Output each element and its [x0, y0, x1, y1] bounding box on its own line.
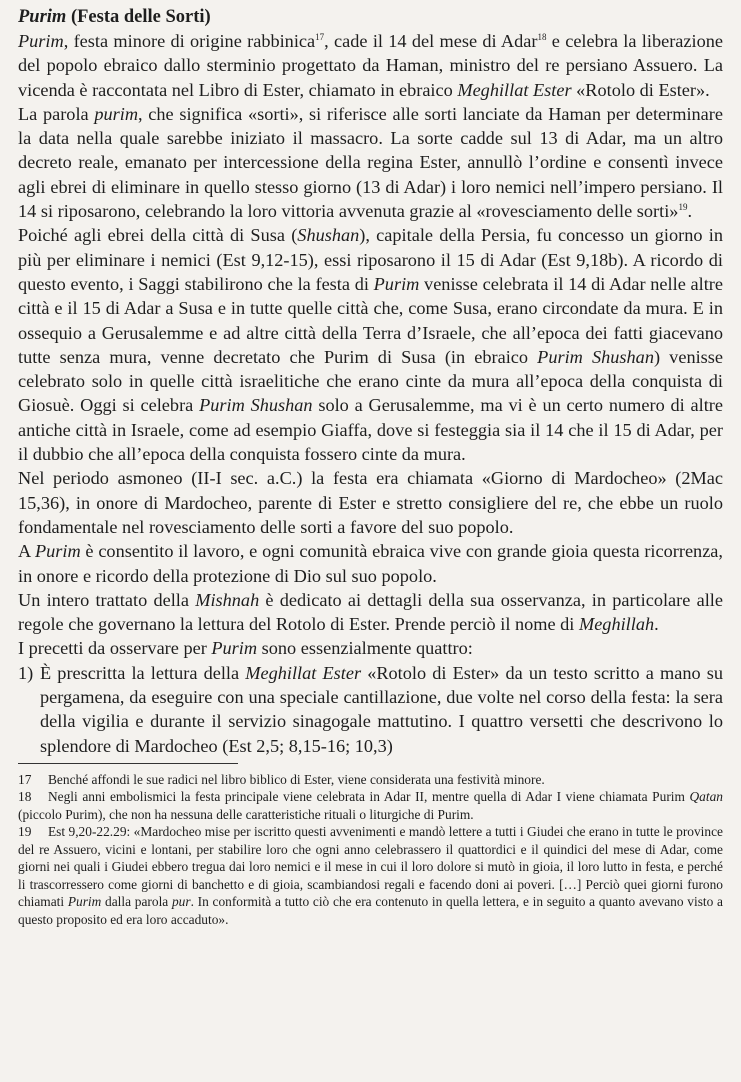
footnote [18, 823, 723, 928]
text-run: È prescritta la lettura della [40, 662, 246, 683]
text-run: venisse celebrata il 14 di Adar nelle altre città e il 15 di Adar a Susa e in tutte quelle città che, come Susa, erano circondate da mura. E in ossequio a Gerusalemme e ad altre città della Terra d’Israele, che all’epoca dei fatti giacevano tutte senza mura, venne decretato che Purim di Susa (in ebraico [18, 273, 723, 367]
section-title-italic: Purim [18, 7, 67, 27]
text-run: e celebra la liberazione del popolo ebraico dallo sterminio progettato da Haman, ministro del re persiano Assuero. La vicenda è raccontata nel Libro di Ester, chiamato in ebraico [18, 31, 723, 100]
italic-text: Purim [373, 273, 420, 294]
footnote-number: 18 [18, 789, 32, 805]
text-run: I precetti da osservare per [18, 638, 212, 659]
text-run: , festa minore di origine rabbinica [63, 31, 316, 51]
footnote-divider [18, 763, 238, 764]
list-item-text [40, 663, 723, 756]
footnote [18, 771, 723, 789]
text-run: A [18, 541, 35, 562]
footnote-ref: 17 [315, 31, 325, 42]
text-run: . In conformità a tutto ciò che era contenuto in quella lettera, e in seguito a quanto avevano visto a questo proposito ed era loro accaduto». [18, 894, 723, 927]
text-run: «Rotolo di Ester» da un testo scritto a mano su pergamena, da eseguire con una speciale cantillazione, due volte nel corso della festa: la sera della vigilia e durante il servizio sinagogale mattutino. I quattro versetti che descrivono lo splendore di Mardocheo (Est 2,5; 8,15-16; 10,3) [40, 662, 723, 756]
italic-text: Purim [67, 894, 102, 910]
italic-text: Mishnah [195, 589, 260, 610]
text-run: Negli anni embolismici la festa principale viene celebrata in Adar II, mentre quella di Adar I viene chiamata Purim [48, 789, 690, 805]
text-run: . [654, 614, 659, 635]
paragraph [18, 588, 723, 637]
footnote-number: 19 [18, 824, 32, 840]
footnote-ref: 18 [537, 31, 547, 42]
italic-text: Shushan [297, 225, 360, 246]
text-run: «Rotolo di Ester». [571, 79, 710, 100]
text-run: La parola [18, 103, 95, 124]
text-run: Benché affondi le sue radici nel libro biblico di Ester, viene considerata una festività minore. [48, 771, 545, 787]
section-title [18, 5, 723, 29]
text-run: dalla parola [101, 894, 172, 910]
italic-text: Purim [18, 31, 64, 51]
text-run: Un intero trattato della [18, 589, 196, 610]
italic-text: Purim [34, 541, 81, 562]
paragraph [18, 102, 723, 223]
italic-text: pur [171, 894, 191, 910]
italic-text: Meghillat Ester [457, 79, 572, 100]
footnote-number: 17 [18, 771, 32, 787]
footnote-text [18, 789, 723, 822]
footnote-text [18, 824, 723, 927]
text-run: Nel periodo asmoneo (II-I sec. a.C.) la festa era chiamata «Giorno di Mardocheo» (2Mac 15,36), in onore di Mardocheo, parente di Ester e stretto consigliere del re, che ebbe un ruolo fondamentale nel rovesciamento delle sorti a favore del suo popolo. [18, 468, 723, 537]
text-run: . [687, 201, 693, 222]
paragraph [18, 466, 723, 539]
italic-text: Meghillat Ester [245, 662, 362, 683]
paragraph [18, 539, 723, 588]
text-run: è dedicato ai dettagli della sua osservanza, in particolare alle regole che governano la lettura del Rotolo di Ester. Prende perciò il nome di [18, 589, 723, 635]
text-run: Est 9,20-22.29: «Mardocheo mise per iscritto questi avvenimenti e mandò lettere a tutti i Giudei che erano in tutte le province del re Assuero, vicini e lontani, per stabilire loro che ogni anno celebrassero il quattordici e il quindici del mese di Adar, come giorni nei quali i Giudei ebbero tregua dai loro nemici e il mese in cui il loro dolore si mutò in gioia, il loro lutto in festa, e perché li trascorressero come giorni di banchetto e di gioia, scambiandosi regali e facendo doni ai poveri. […] Perciò quei giorni furono chiamati [18, 824, 723, 910]
body-text [18, 29, 723, 758]
paragraph [18, 29, 723, 102]
text-run: è consentito il lavoro, e ogni comunità ebraica vive con grande gioia questa ricorrenza, in onore e ricordo della protezione di Dio sul suo popolo. [18, 541, 723, 586]
italic-text: Purim Shushan [537, 346, 654, 367]
list-item-number: 1) [18, 662, 34, 683]
italic-text: Purim [211, 638, 258, 659]
text-run: (piccolo Purim), che non ha nessuna delle caratteristiche rituali o liturgiche di Purim. [18, 806, 474, 822]
italic-text: Qatan [689, 789, 723, 805]
italic-text: purim [94, 103, 139, 124]
text-run: Poiché agli ebrei della città di Susa ( [18, 225, 298, 246]
footnotes [18, 771, 723, 929]
footnote-text [48, 772, 545, 787]
paragraph [18, 223, 723, 466]
text-run: solo a Gerusalemme, ma vi è un certo numero di altre antiche città in Israele, come ad esempio Giaffa, dove si festeggia sia il 14 che il 15 di Adar, per il dubbio che all’epoca della conquista fossero cinte da mura. [18, 395, 724, 465]
text-run: , cade il 14 del mese di Adar [324, 31, 538, 51]
footnote-ref: 19 [678, 201, 688, 212]
text-run: ), capitale della Persia, fu concesso un giorno in più per eliminare i nemici (Est 9,12-15), essi riposarono il 15 di Adar (Est 9,18b). A ricordo di questo evento, i Saggi stabilirono che la festa di [18, 225, 723, 294]
text-run: , che significa «sorti», si riferisce alle sorti lanciate da Haman per determinare la data nella quale sarebbe iniziato il massacro. La sorte cadde sul 13 di Adar, ma un altro decreto reale, emanato per intercessione della regina Ester, annullò l’ordine e consentì invece agli ebrei di eliminare in quello stesso giorno (13 di Adar) i loro nemici nell’impero persiano. Il 14 si riposarono, celebrando la loro vittoria avvenuta grazie al «rovesciamento delle sorti» [18, 103, 723, 222]
italic-text: Purim Shushan [199, 395, 313, 416]
text-run: ) venisse celebrato solo in quelle città israelitiche che erano cinte da mura all’epoca della conquista di Giosuè. Oggi si celebra [18, 346, 724, 416]
precept-list-item [18, 661, 723, 758]
section-title-rest: (Festa delle Sorti) [66, 7, 211, 27]
footnote [18, 788, 723, 823]
paragraph [18, 636, 723, 660]
text-run: sono essenzialmente quattro: [257, 638, 473, 659]
italic-text: Meghillah [578, 614, 655, 635]
